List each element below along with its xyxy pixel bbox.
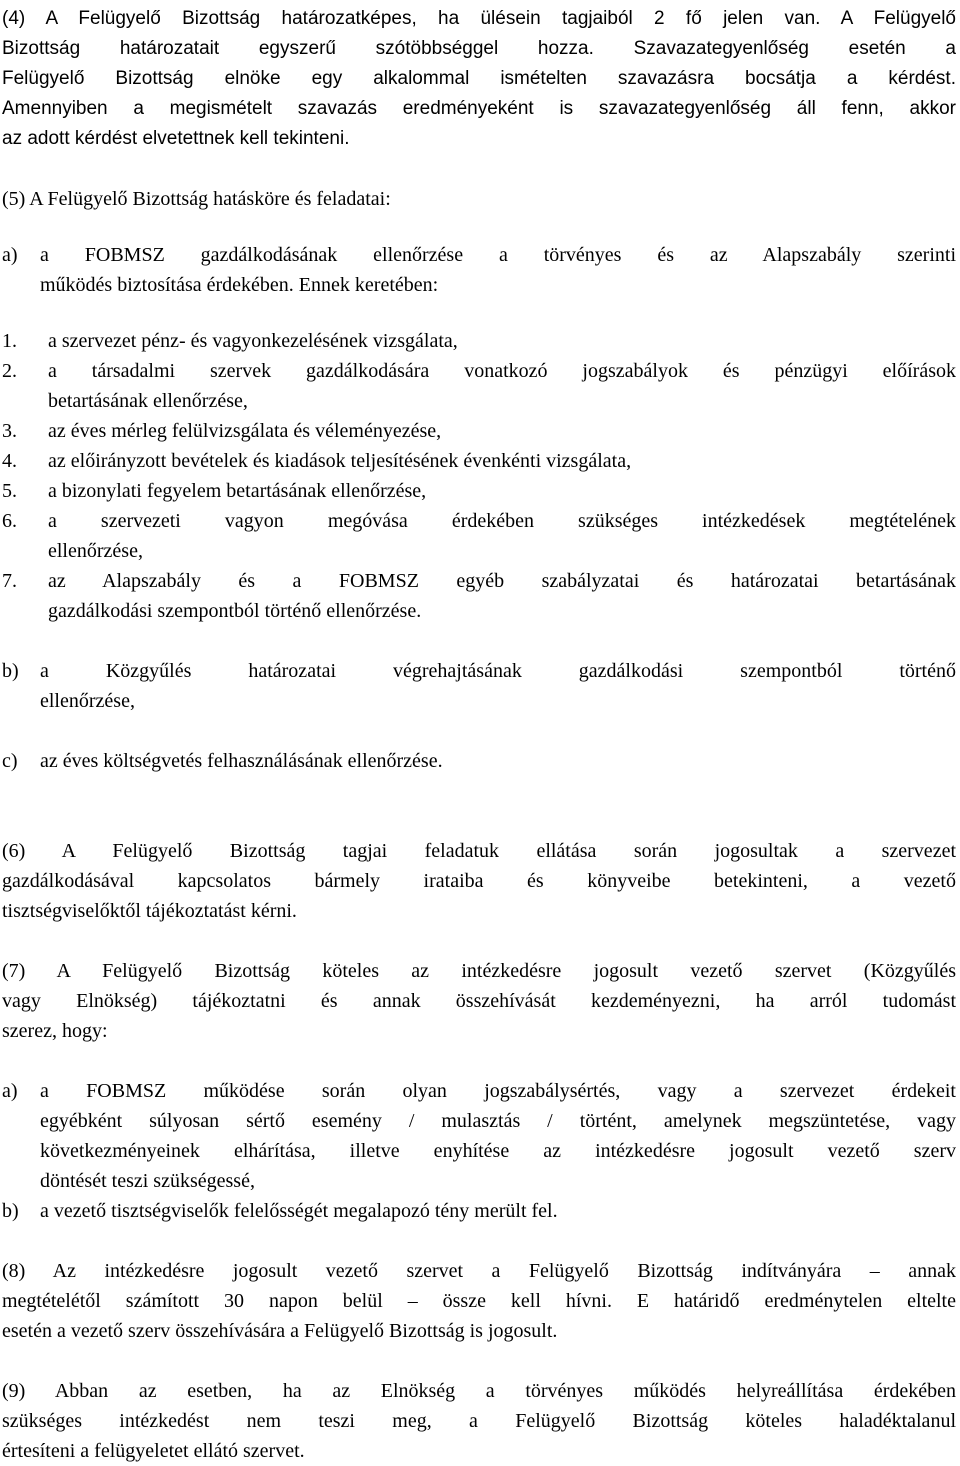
list-item-number: 5. — [2, 480, 17, 502]
paragraph-9-line-3: értesíteni a felügyeletet ellátó szervet. — [2, 1440, 305, 1462]
paragraph-4-line-2: Bizottság határozatait egyszerű szótöbbséggel hozza. Szavazategyenlőség esetén a — [2, 38, 956, 59]
paragraph-9-line-1: (9) Abban az esetben, ha az Elnökség a törvényes működés helyreállítása érdekében — [2, 1380, 956, 1402]
paragraph-5-item-a-line-1: a FOBMSZ gazdálkodásának ellenőrzése a törvényes és az Alapszabály szerinti — [40, 244, 956, 266]
list-item-text: az előirányzott bevételek és kiadások teljesítésének évenkénti vizsgálata, — [48, 450, 632, 472]
paragraph-5-item-b-line-2: ellenőrzése, — [40, 690, 135, 712]
paragraph-7-item-a-label: a) — [2, 1080, 18, 1102]
paragraph-7-line-3: szerez, hogy: — [2, 1020, 108, 1042]
paragraph-7-item-a-line-2: egyébként súlyosan sértő esemény / mulasztás / történt, amelynek megszüntetése, vagy — [40, 1110, 956, 1132]
paragraph-5-heading: (5) A Felügyelő Bizottság hatásköre és feladatai: — [2, 188, 391, 210]
paragraph-9-line-2: szükséges intézkedést nem teszi meg, a Felügyelő Bizottság köteles haladéktalanul — [2, 1410, 956, 1432]
list-item-text-continued: ellenőrzése, — [48, 540, 143, 562]
list-item-text: a szervezet pénz- és vagyonkezelésének vizsgálata, — [48, 330, 458, 352]
list-item-text-continued: betartásának ellenőrzése, — [48, 390, 248, 412]
list-item-number: 6. — [2, 510, 17, 532]
paragraph-4-line-3: Felügyelő Bizottság elnöke egy alkalommal ismételten szavazásra bocsátja a kérdést. — [2, 68, 956, 89]
paragraph-8-line-3: esetén a vezető szerv összehívására a Felügyelő Bizottság is jogosult. — [2, 1320, 558, 1342]
paragraph-5-item-c-label: c) — [2, 750, 18, 772]
paragraph-4-line-1: (4) A Felügyelő Bizottság határozatképes, ha ülésein tagjaiból 2 fő jelen van. A Felügyelő — [2, 8, 956, 29]
list-item-text: a társadalmi szervek gazdálkodására vonatkozó jogszabályok és pénzügyi előírások — [48, 360, 956, 382]
paragraph-7-line-1: (7) A Felügyelő Bizottság köteles az intézkedésre jogosult vezető szervet (Közgyűlés — [2, 960, 956, 982]
list-item-number: 1. — [2, 330, 17, 352]
paragraph-6-line-3: tisztségviselőktől tájékoztatást kérni. — [2, 900, 297, 922]
paragraph-8-line-2: megtételétől számított 30 napon belül – össze kell hívni. E határidő eredménytelen eltelte — [2, 1290, 956, 1312]
paragraph-7-item-a-line-4: döntését teszi szükségessé, — [40, 1170, 255, 1192]
list-item-text: a szervezeti vagyon megóvása érdekében szükséges intézkedések megtételének — [48, 510, 956, 532]
paragraph-5-item-b-label: b) — [2, 660, 19, 682]
paragraph-8-line-1: (8) Az intézkedésre jogosult vezető szervet a Felügyelő Bizottság indítványára – annak — [2, 1260, 956, 1282]
list-item-number: 3. — [2, 420, 17, 442]
list-item-number: 4. — [2, 450, 17, 472]
paragraph-5-item-a-line-2: működés biztosítása érdekében. Ennek keretében: — [40, 274, 439, 296]
paragraph-7-item-b-label: b) — [2, 1200, 19, 1222]
paragraph-7-line-2: vagy Elnökség) tájékoztatni és annak összehívását kezdeményezni, ha arról tudomást — [2, 990, 956, 1012]
paragraph-7-item-a-line-3: következményeinek elhárítása, illetve enyhítése az intézkedésre jogosult vezető szerv — [40, 1140, 956, 1162]
paragraph-7-item-a-line-1: a FOBMSZ működése során olyan jogszabálysértés, vagy a szervezet érdekeit — [40, 1080, 956, 1102]
list-item-number: 7. — [2, 570, 17, 592]
list-item-text: az Alapszabály és a FOBMSZ egyéb szabályzatai és határozatai betartásának — [48, 570, 956, 592]
paragraph-5-item-a-label: a) — [2, 244, 18, 266]
paragraph-6-line-2: gazdálkodásával kapcsolatos bármely irataiba és könyveibe betekinteni, a vezető — [2, 870, 956, 892]
paragraph-4-line-4: Amennyiben a megismételt szavazás eredményeként is szavazategyenlőség áll fenn, akkor — [2, 98, 956, 119]
list-item-text: az éves mérleg felülvizsgálata és véleményezése, — [48, 420, 442, 442]
paragraph-5-item-c-line-1: az éves költségvetés felhasználásának ellenőrzése. — [40, 750, 443, 772]
list-item-text: a bizonylati fegyelem betartásának ellenőrzése, — [48, 480, 427, 502]
list-item-text-continued: gazdálkodási szempontból történő ellenőrzése. — [48, 600, 422, 622]
paragraph-5-item-b-line-1: a Közgyűlés határozatai végrehajtásának gazdálkodási szempontból történő — [40, 660, 956, 682]
paragraph-6-line-1: (6) A Felügyelő Bizottság tagjai feladatuk ellátása során jogosultak a szervezet — [2, 840, 956, 862]
paragraph-4-line-5: az adott kérdést elvetettnek kell tekinteni. — [2, 128, 350, 149]
paragraph-7-item-b-line-1: a vezető tisztségviselők felelősségét megalapozó tény merült fel. — [40, 1200, 558, 1222]
list-item-number: 2. — [2, 360, 17, 382]
